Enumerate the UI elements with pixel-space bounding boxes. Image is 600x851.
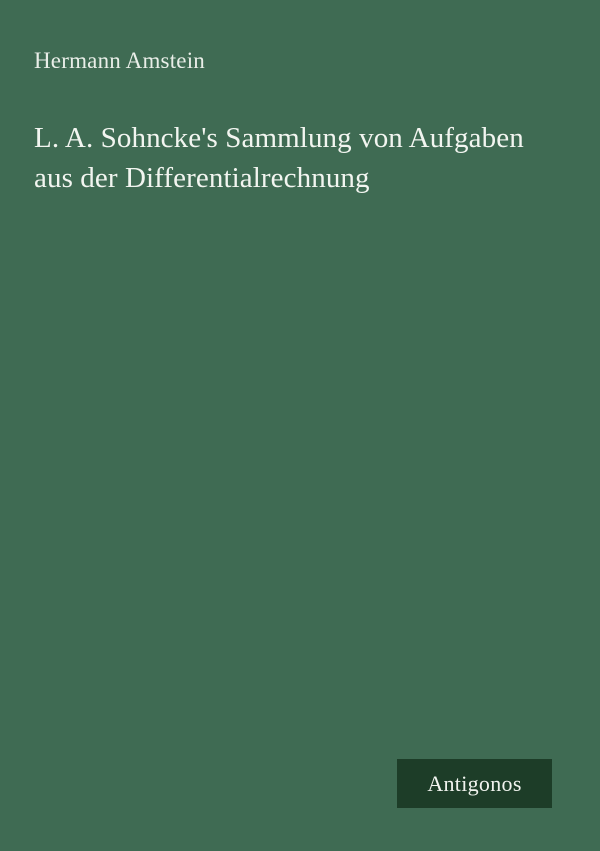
book-title: L. A. Sohncke's Sammlung von Aufgaben aus der Differentialrechnung — [34, 122, 524, 194]
publisher-name: Antigonos — [427, 770, 522, 796]
publisher-badge — [397, 759, 552, 808]
author-name: Hermann Amstein — [34, 48, 205, 73]
